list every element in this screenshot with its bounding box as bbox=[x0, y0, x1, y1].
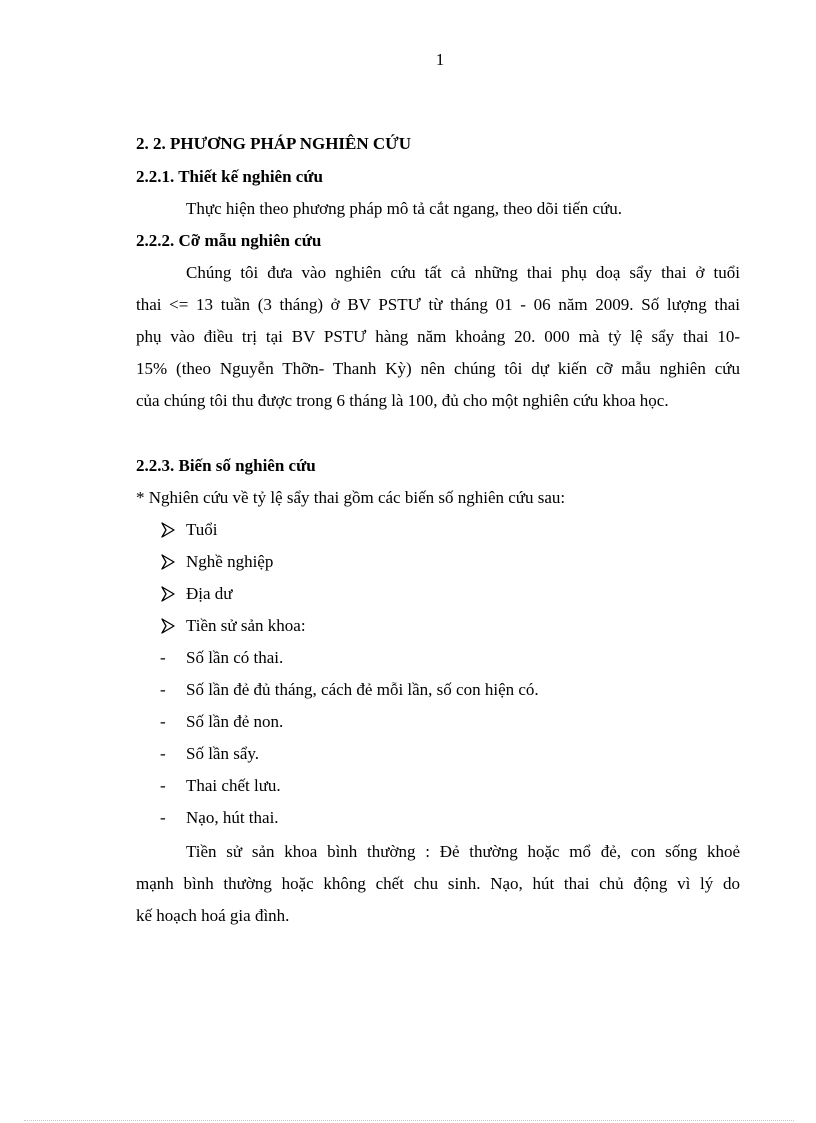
list-item-label: Thai chết lưu. bbox=[186, 776, 281, 795]
list-item-label: Tiền sử sản khoa: bbox=[186, 616, 306, 635]
note-paragraph-line: kế hoạch hoá gia đình. bbox=[136, 906, 290, 925]
paragraph-2-2-2-line: phụ vào điều trị tại BV PSTƯ hàng năm khoảng 20. 000 mà tỷ lệ sẩy thai 10- bbox=[136, 327, 740, 346]
heading-2-2-2: 2.2.2. Cỡ mẫu nghiên cứu bbox=[136, 231, 322, 250]
paragraph-2-2-1: Thực hiện theo phương pháp mô tả cắt ngang, theo dõi tiến cứu. bbox=[186, 199, 623, 218]
list-item-label: Số lần đẻ đủ tháng, cách đẻ mỗi lần, số con hiện có. bbox=[186, 680, 539, 699]
list-item-label: Nghề nghiệp bbox=[186, 552, 274, 571]
footer-divider bbox=[24, 1120, 794, 1121]
arrow-bullet-icon bbox=[160, 586, 176, 602]
arrow-bullet-icon bbox=[160, 618, 176, 634]
dash-bullet: - bbox=[160, 808, 166, 827]
paragraph-2-2-2-line: của chúng tôi thu được trong 6 tháng là 100, đủ cho một nghiên cứu khoa học. bbox=[136, 391, 669, 410]
list-item-label: Nạo, hút thai. bbox=[186, 808, 279, 827]
list-item-label: Số lần đẻ non. bbox=[186, 712, 284, 731]
page-number: 1 bbox=[435, 50, 445, 69]
arrow-bullet-icon bbox=[160, 554, 176, 570]
paragraph-2-2-2-line: 15% (theo Nguyễn Thỡn- Thanh Kỳ) nên chúng tôi dự kiến cỡ mẫu nghiên cứu bbox=[136, 359, 740, 378]
variables-intro: * Nghiên cứu về tỷ lệ sẩy thai gồm các biến số nghiên cứu sau: bbox=[136, 488, 566, 507]
dash-bullet: - bbox=[160, 648, 166, 667]
heading-2-2-3: 2.2.3. Biến số nghiên cứu bbox=[136, 456, 316, 475]
list-item-label: Số lần có thai. bbox=[186, 648, 284, 667]
section-title: 2. 2. PHƯƠNG PHÁP NGHIÊN CỨU bbox=[136, 134, 411, 153]
list-item-label: Tuổi bbox=[186, 520, 218, 539]
dash-bullet: - bbox=[160, 712, 166, 731]
list-item-label: Địa dư bbox=[186, 584, 233, 603]
dash-bullet: - bbox=[160, 776, 166, 795]
dash-bullet: - bbox=[160, 744, 166, 763]
list-item-label: Số lần sẩy. bbox=[186, 744, 260, 763]
dash-bullet: - bbox=[160, 680, 166, 699]
note-paragraph-line: mạnh bình thường hoặc không chết chu sinh. Nạo, hút thai chủ động vì lý do bbox=[136, 874, 740, 893]
paragraph-2-2-2-line: Chúng tôi đưa vào nghiên cứu tất cả những thai phụ doạ sẩy thai ở tuổi bbox=[186, 263, 740, 282]
heading-2-2-1: 2.2.1. Thiết kế nghiên cứu bbox=[136, 167, 323, 186]
arrow-bullet-icon bbox=[160, 522, 176, 538]
note-paragraph-line: Tiền sử sản khoa bình thường : Đẻ thường hoặc mổ đẻ, con sống khoẻ bbox=[186, 842, 740, 861]
paragraph-2-2-2-line: thai <= 13 tuần (3 tháng) ở BV PSTƯ từ tháng 01 - 06 năm 2009. Số lượng thai bbox=[136, 295, 740, 314]
